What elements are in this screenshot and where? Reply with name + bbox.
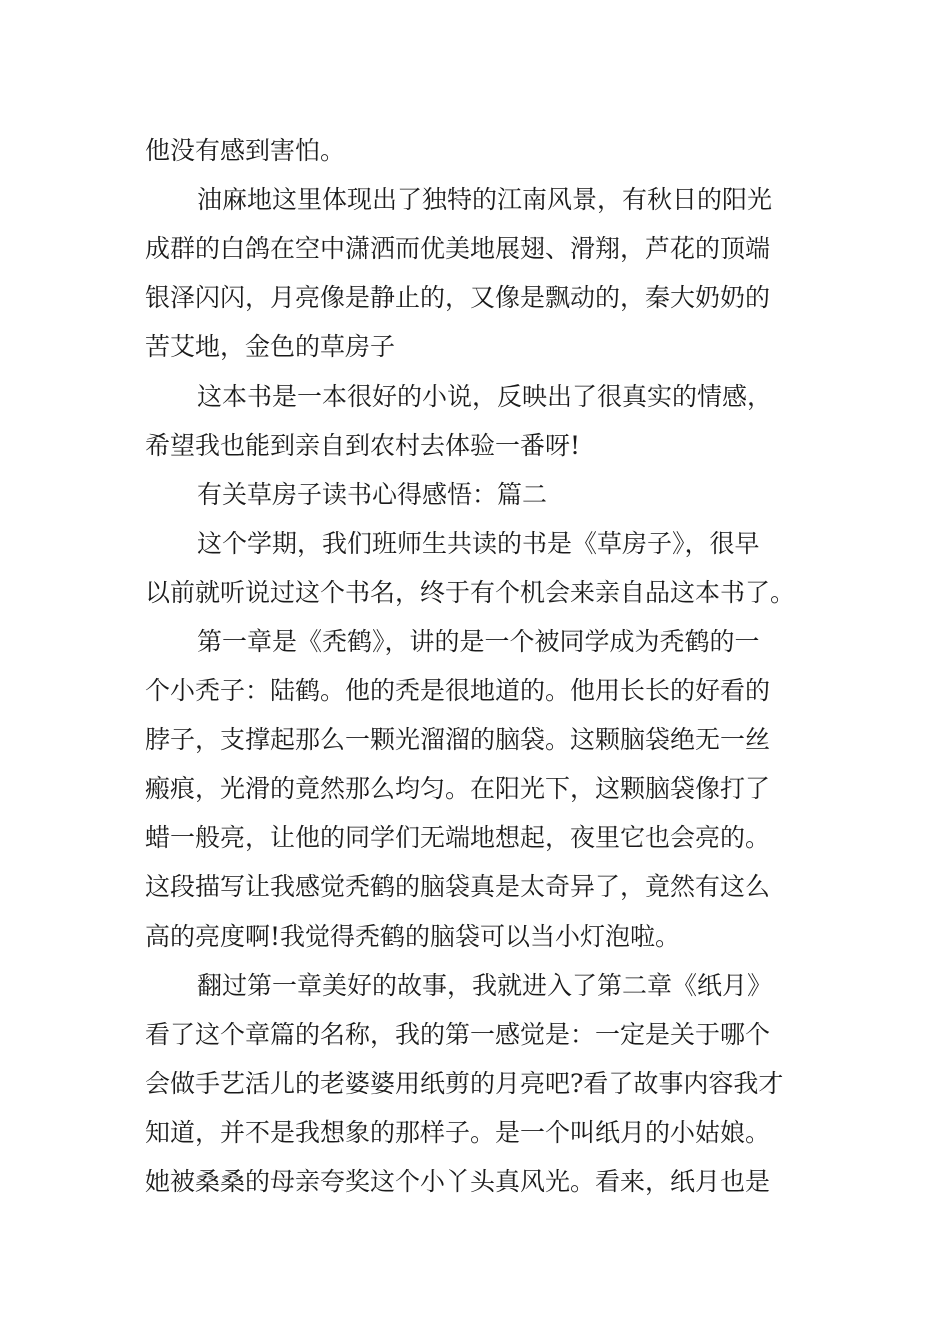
paragraph-start: 这个学期，我们班师生共读的书是《草房子》，很早 (197, 529, 760, 558)
text-line: 个小秃子：陆鹤。他的秃是很地道的。他用长长的好看的 (145, 676, 771, 705)
paragraph-start: 油麻地这里体现出了独特的江南风景，有秋日的阳光 (197, 185, 773, 214)
paragraph-start: 这本书是一本很好的小说，反映出了很真实的情感， (197, 382, 773, 411)
text-line: 会做手艺活儿的老婆婆用纸剪的月亮吧?看了故事内容我才 (145, 1069, 784, 1098)
paragraph-start: 第一章是《秃鹤》，讲的是一个被同学成为秃鹤的一 (197, 627, 760, 656)
text-line: 以前就听说过这个书名，终于有个机会来亲自品这本书了。 (145, 578, 796, 607)
text-line: 苦艾地，金色的草房子 (145, 332, 396, 361)
text-line: 希望我也能到亲自到农村去体验一番呀! (145, 431, 581, 460)
paragraph-start: 翻过第一章美好的故事，我就进入了第二章《纸月》 (197, 971, 773, 1000)
text-line: 看了这个章篇的名称，我的第一感觉是：一定是关于哪个 (145, 1020, 771, 1049)
text-line: 脖子，支撑起那么一颗光溜溜的脑袋。这颗脑袋绝无一丝 (145, 725, 771, 754)
text-line: 她被桑桑的母亲夸奖这个小丫头真风光。看来，纸月也是 (145, 1167, 771, 1196)
text-line: 知道，并不是我想象的那样子。是一个叫纸月的小姑娘。 (145, 1118, 771, 1147)
text-line: 这段描写让我感觉秃鹤的脑袋真是太奇异了，竟然有这么 (145, 872, 771, 901)
text-line: 银泽闪闪，月亮像是静止的，又像是飘动的，秦大奶奶的 (145, 283, 771, 312)
text-line: 他没有感到害怕。 (145, 136, 346, 165)
text-line: 瘢痕，光滑的竟然那么均匀。在阳光下，这颗脑袋像打了 (145, 774, 771, 803)
text-line: 高的亮度啊!我觉得秃鹤的脑袋可以当小灯泡啦。 (145, 922, 681, 951)
text-line: 成群的白鸽在空中潇洒而优美地展翅、滑翔，芦花的顶端 (145, 234, 771, 263)
text-line: 蜡一般亮，让他的同学们无端地想起，夜里它也会亮的。 (145, 823, 771, 852)
section-heading: 有关草房子读书心得感悟：篇二 (197, 480, 548, 509)
